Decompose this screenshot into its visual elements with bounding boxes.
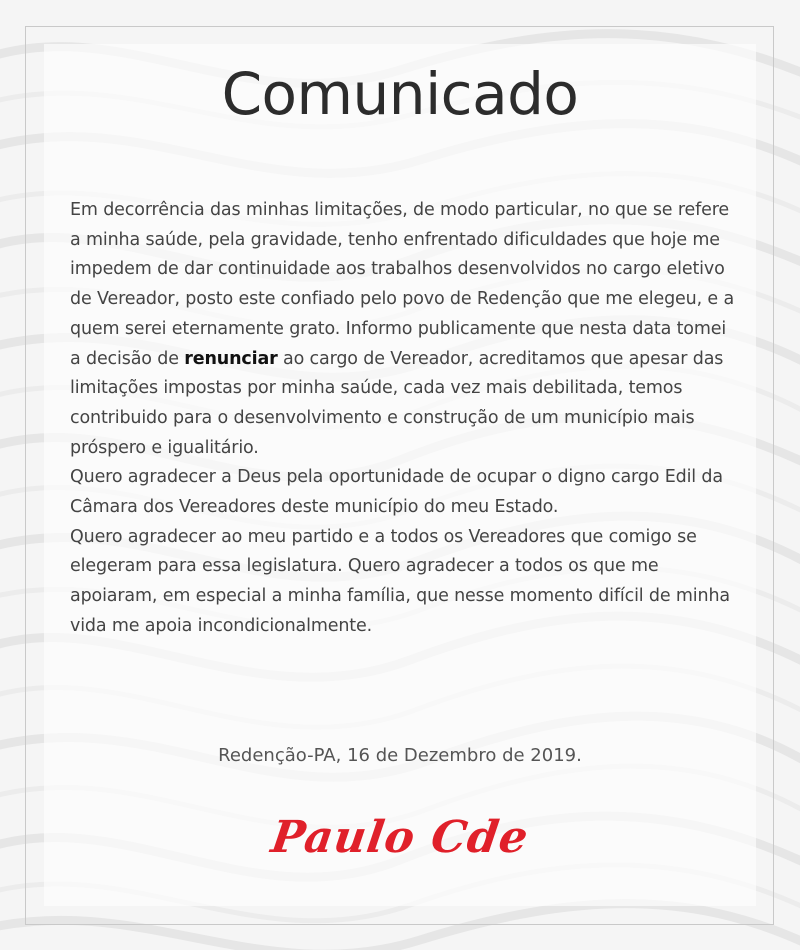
- paragraph-resignation-text-start: Em decorrência das minhas limitações, de modo particular, no que se refere a minha saúde, pela gravidade, tenho enfrentado dificuldades que hoje me impedem de dar continuidade aos trabalhos desenvolvidos no cargo eletivo de Vereador, posto este confiado pelo povo de Redenção que me elegeu, e a quem serei eternamente grato. Informo publicamente que nesta data tomei a decisão de: [70, 200, 735, 369]
- paragraph-resignation: [70, 196, 740, 463]
- page-title: Comunicado: [221, 60, 579, 128]
- paragraph-resignation-text-end: ao cargo de Vereador, acreditamos que apesar das limitações impostas por minha saúde, cada vez mais debilitada, temos contribuido para o desenvolvimento e construção de um município mais próspero e igualitário.: [70, 348, 724, 458]
- signature: Paulo Cde: [268, 812, 532, 863]
- dateline: Redenção-PA, 16 de Dezembro de 2019.: [218, 745, 582, 766]
- emphasis-renunciar: renunciar: [184, 348, 278, 369]
- paragraph-thanks-party: Quero agradecer ao meu partido e a todos os Vereadores que comigo se elegeram para essa legislatura. Quero agradecer a todos os que me apoiaram, em especial a minha família, que nesse momento difícil de minha vida me apoia incondicionalmente.: [70, 526, 730, 636]
- announcement-body: [70, 196, 740, 642]
- paragraph-thanks-god: Quero agradecer a Deus pela oportunidade de ocupar o digno cargo Edil da Câmara dos Vereadores deste município do meu Estado.: [70, 467, 723, 518]
